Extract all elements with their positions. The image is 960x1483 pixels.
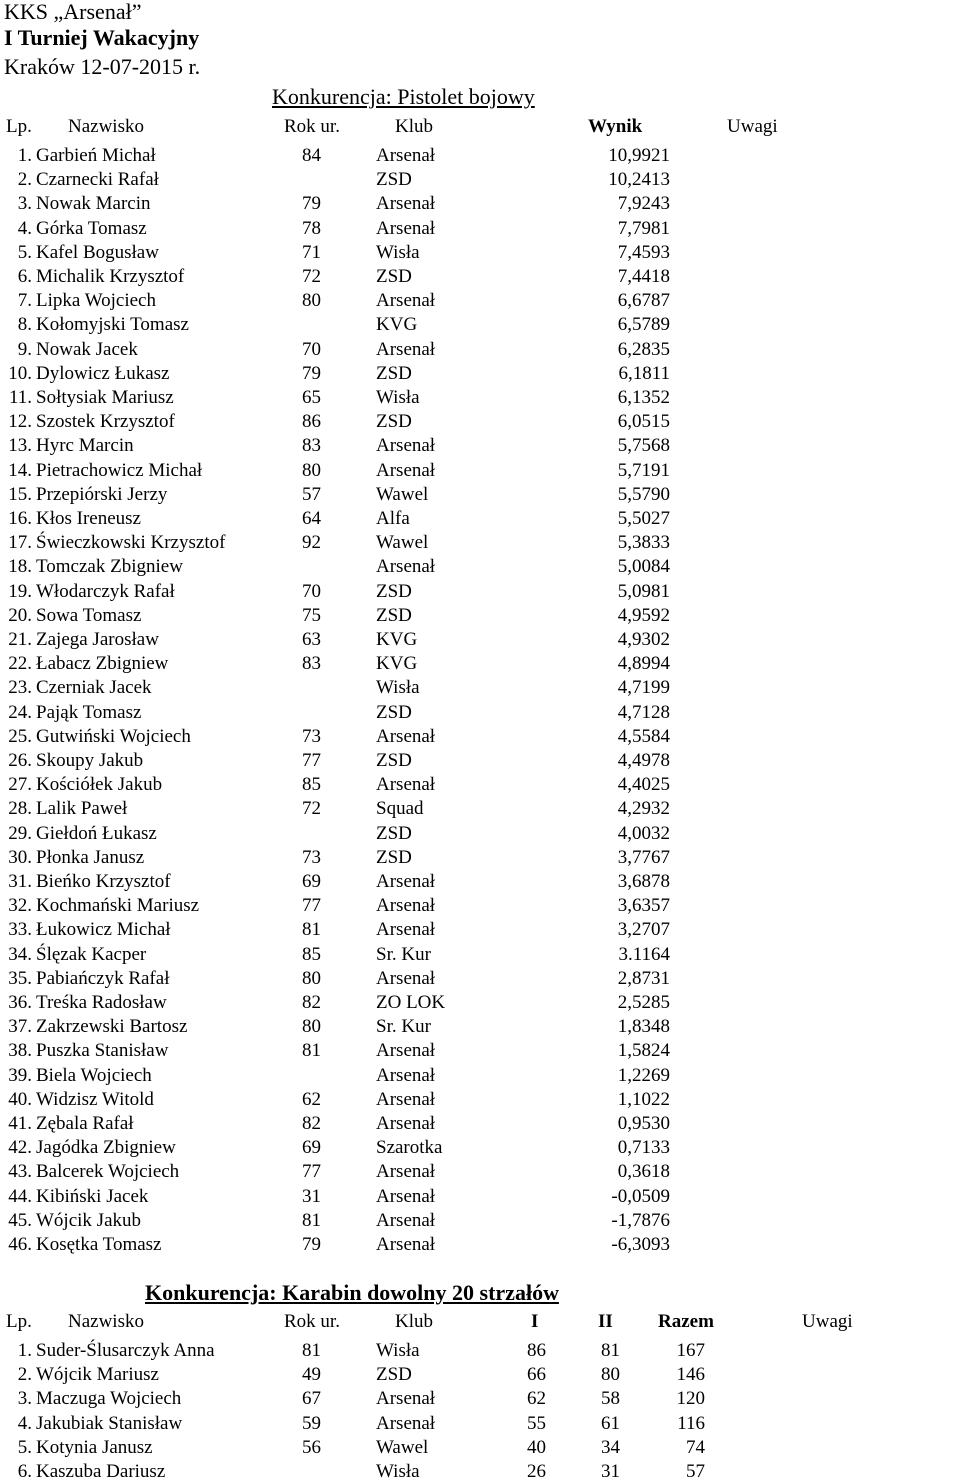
header-lp: Lp.	[6, 1311, 32, 1332]
row-year: 69	[302, 871, 321, 892]
row-lp: 20.	[8, 605, 32, 626]
row-result: 1,8348	[617, 1016, 670, 1037]
row-result: 5,5790	[617, 484, 670, 505]
row-result: 6,6787	[617, 290, 670, 311]
row-name: Skoupy Jakub	[36, 750, 144, 771]
row-club: Arsenał	[376, 1413, 436, 1434]
row-s2: 81	[601, 1340, 620, 1361]
row-name: Czarnecki Rafał	[36, 169, 159, 190]
row-s2: 80	[601, 1364, 620, 1385]
row-s2: 61	[601, 1413, 620, 1434]
row-result: -1,7876	[611, 1210, 670, 1231]
row-lp: 9.	[17, 339, 32, 360]
row-name: Kołomyjski Tomasz	[36, 314, 189, 335]
row-result: 3,6357	[617, 895, 670, 916]
row-year: 31	[302, 1186, 321, 1207]
header-notes: Uwagi	[802, 1311, 853, 1332]
row-lp: 5.	[17, 242, 32, 263]
row-club: Arsenał	[376, 1065, 436, 1086]
row-lp: 2.	[17, 1364, 32, 1385]
header-club: Klub	[395, 116, 433, 137]
row-club: Arsenał	[376, 145, 436, 166]
header-year: Rok ur.	[284, 1311, 340, 1332]
row-name: Kafel Bogusław	[36, 242, 159, 263]
row-club: ZSD	[376, 823, 412, 844]
row-name: Jagódka Zbigniew	[36, 1137, 176, 1158]
row-club: Arsenał	[376, 1186, 436, 1207]
row-year: 65	[302, 387, 321, 408]
row-result: 5,0981	[617, 581, 670, 602]
row-result: 4,5584	[617, 726, 670, 747]
row-result: 10,2413	[608, 169, 670, 190]
row-club: Arsenał	[376, 193, 436, 214]
row-year: 80	[302, 1016, 321, 1037]
row-result: 1,5824	[617, 1040, 670, 1061]
row-name: Treśka Radosław	[36, 992, 167, 1013]
row-lp: 45.	[8, 1210, 32, 1231]
row-year: 79	[302, 363, 321, 384]
row-result: 4,2932	[617, 798, 670, 819]
row-result: 10,9921	[608, 145, 670, 166]
row-lp: 32.	[8, 895, 32, 916]
row-name: Pietrachowicz Michał	[36, 460, 203, 481]
row-lp: 39.	[8, 1065, 32, 1086]
row-result: 4,9592	[617, 605, 670, 626]
row-name: Garbień Michał	[36, 145, 156, 166]
row-name: Hyrc Marcin	[36, 435, 134, 456]
row-result: 6,2835	[617, 339, 670, 360]
row-club: Arsenał	[376, 1040, 436, 1061]
row-lp: 3.	[17, 193, 32, 214]
row-year: 64	[302, 508, 321, 529]
row-result: 5,0084	[617, 556, 670, 577]
row-s2: 31	[601, 1461, 620, 1482]
header-s2: II	[598, 1311, 613, 1332]
row-club: KVG	[376, 629, 418, 650]
row-name: Płonka Janusz	[36, 847, 145, 868]
row-year: 83	[302, 653, 321, 674]
row-lp: 15.	[8, 484, 32, 505]
row-club: Arsenał	[376, 556, 436, 577]
row-lp: 36.	[8, 992, 32, 1013]
row-name: Dylowicz Łukasz	[36, 363, 170, 384]
row-club: ZSD	[376, 750, 412, 771]
row-result: -6,3093	[611, 1234, 670, 1255]
row-name: Lalik Paweł	[36, 798, 128, 819]
row-year: 77	[302, 895, 321, 916]
row-lp: 14.	[8, 460, 32, 481]
row-result: 5,3833	[617, 532, 670, 553]
row-result: 0,9530	[617, 1113, 670, 1134]
row-club: Arsenał	[376, 435, 436, 456]
row-year: 77	[302, 750, 321, 771]
row-result: 6,1352	[617, 387, 670, 408]
row-lp: 44.	[8, 1186, 32, 1207]
row-result: 3,6878	[617, 871, 670, 892]
row-total: 167	[676, 1340, 705, 1361]
header-notes: Uwagi	[727, 116, 778, 137]
row-s1: 86	[527, 1340, 546, 1361]
row-s1: 55	[527, 1413, 546, 1434]
row-club: Arsenał	[376, 968, 436, 989]
row-year: 71	[302, 242, 321, 263]
competition-title-rifle: Konkurencja: Karabin dowolny 20 strzałów	[145, 1280, 559, 1305]
row-name: Włodarczyk Rafał	[36, 581, 175, 602]
row-club: Arsenał	[376, 460, 436, 481]
row-name: Szostek Krzysztof	[36, 411, 175, 432]
row-result: 4,8994	[617, 653, 670, 674]
row-name: Michalik Krzysztof	[36, 266, 185, 287]
row-name: Gutwiński Wojciech	[36, 726, 191, 747]
row-lp: 22.	[8, 653, 32, 674]
row-name: Bieńko Krzysztof	[36, 871, 171, 892]
row-club: Wawel	[376, 1437, 429, 1458]
row-club: Wawel	[376, 484, 429, 505]
row-s1: 40	[527, 1437, 546, 1458]
row-lp: 2.	[17, 169, 32, 190]
row-lp: 40.	[8, 1089, 32, 1110]
row-lp: 4.	[17, 1413, 32, 1434]
header-club: Klub	[395, 1311, 433, 1332]
row-lp: 29.	[8, 823, 32, 844]
row-lp: 6.	[17, 266, 32, 287]
place-date: Kraków 12-07-2015 r.	[4, 54, 201, 79]
row-club: KVG	[376, 653, 418, 674]
row-result: 4,7128	[617, 702, 670, 723]
row-club: ZSD	[376, 581, 412, 602]
row-result: 7,4593	[617, 242, 670, 263]
row-total: 116	[677, 1413, 705, 1434]
row-lp: 17.	[8, 532, 32, 553]
row-result: 7,7981	[617, 218, 670, 239]
row-year: 84	[302, 145, 321, 166]
row-total: 74	[686, 1437, 705, 1458]
row-name: Suder-Ślusarczyk Anna	[36, 1340, 215, 1361]
row-year: 75	[302, 605, 321, 626]
row-lp: 35.	[8, 968, 32, 989]
tournament-title: I Turniej Wakacyjny	[4, 25, 200, 50]
row-year: 49	[302, 1364, 321, 1385]
row-year: 69	[302, 1137, 321, 1158]
row-lp: 16.	[8, 508, 32, 529]
row-name: Kościółek Jakub	[36, 774, 163, 795]
row-result: 4,0032	[617, 823, 670, 844]
row-club: Arsenał	[376, 1210, 436, 1231]
row-lp: 1.	[17, 1340, 32, 1361]
row-club: ZSD	[376, 847, 412, 868]
row-club: Arsenał	[376, 895, 436, 916]
row-result: 4,4978	[617, 750, 670, 771]
row-total: 120	[676, 1388, 705, 1409]
row-lp: 33.	[8, 919, 32, 940]
row-club: Arsenał	[376, 1388, 436, 1409]
row-result: 5,7568	[617, 435, 670, 456]
row-name: Giełdoń Łukasz	[36, 823, 157, 844]
header-year: Rok ur.	[284, 116, 340, 137]
row-club: ZSD	[376, 266, 412, 287]
row-name: Sowa Tomasz	[36, 605, 142, 626]
row-lp: 12.	[8, 411, 32, 432]
row-club: Arsenał	[376, 1234, 436, 1255]
row-club: Squad	[376, 798, 424, 819]
row-name: Kosętka Tomasz	[36, 1234, 162, 1255]
row-name: Łabacz Zbigniew	[36, 653, 169, 674]
row-year: 72	[302, 798, 321, 819]
row-lp: 21.	[8, 629, 32, 650]
row-name: Kaszuba Dariusz	[36, 1461, 166, 1482]
row-lp: 7.	[17, 290, 32, 311]
row-lp: 6.	[17, 1461, 32, 1482]
row-result: 5,5027	[617, 508, 670, 529]
row-club: Wisła	[376, 677, 420, 698]
row-name: Kłos Ireneusz	[36, 508, 141, 529]
row-year: 73	[302, 726, 321, 747]
row-lp: 24.	[8, 702, 32, 723]
row-result: 3.1164	[618, 944, 670, 965]
row-year: 73	[302, 847, 321, 868]
row-lp: 30.	[8, 847, 32, 868]
row-club: Arsenał	[376, 1113, 436, 1134]
row-year: 79	[302, 1234, 321, 1255]
row-club: Wawel	[376, 532, 429, 553]
row-lp: 46.	[8, 1234, 32, 1255]
row-name: Balcerek Wojciech	[36, 1161, 180, 1182]
row-s1: 66	[527, 1364, 546, 1385]
row-lp: 43.	[8, 1161, 32, 1182]
row-lp: 23.	[8, 677, 32, 698]
row-name: Czerniak Jacek	[36, 677, 152, 698]
row-name: Maczuga Wojciech	[36, 1388, 182, 1409]
row-year: 85	[302, 944, 321, 965]
row-lp: 4.	[17, 218, 32, 239]
row-name: Nowak Jacek	[36, 339, 138, 360]
row-name: Pabiańczyk Rafał	[36, 968, 170, 989]
row-lp: 3.	[17, 1388, 32, 1409]
row-name: Widzisz Witold	[36, 1089, 154, 1110]
row-year: 92	[302, 532, 321, 553]
row-club: Arsenał	[376, 726, 436, 747]
row-year: 72	[302, 266, 321, 287]
row-club: ZO LOK	[376, 992, 446, 1013]
row-result: 0,3618	[617, 1161, 670, 1182]
row-result: 6,0515	[617, 411, 670, 432]
row-name: Kotynia Janusz	[36, 1437, 153, 1458]
row-year: 81	[302, 1210, 321, 1231]
row-year: 85	[302, 774, 321, 795]
row-club: Wisła	[376, 1461, 420, 1482]
row-club: Wisła	[376, 242, 420, 263]
row-s2: 58	[601, 1388, 620, 1409]
row-year: 82	[302, 1113, 321, 1134]
row-name: Zębala Rafał	[36, 1113, 134, 1134]
row-result: 1,2269	[617, 1065, 670, 1086]
row-year: 80	[302, 290, 321, 311]
row-result: 3,7767	[617, 847, 670, 868]
row-year: 81	[302, 919, 321, 940]
row-lp: 10.	[8, 363, 32, 384]
row-name: Ślęzak Kacper	[36, 944, 147, 965]
row-club: Sr. Kur	[376, 944, 431, 965]
row-result: 4,7199	[617, 677, 670, 698]
row-result: 2,5285	[617, 992, 670, 1013]
row-year: 81	[302, 1340, 321, 1361]
row-year: 59	[302, 1413, 321, 1434]
header-name: Nazwisko	[68, 1311, 144, 1332]
row-lp: 26.	[8, 750, 32, 771]
row-club: Arsenał	[376, 1161, 436, 1182]
row-lp: 42.	[8, 1137, 32, 1158]
row-year: 63	[302, 629, 321, 650]
row-lp: 5.	[17, 1437, 32, 1458]
row-name: Sołtysiak Mariusz	[36, 387, 174, 408]
row-lp: 27.	[8, 774, 32, 795]
row-name: Kochmański Mariusz	[36, 895, 200, 916]
club-name: KKS „Arsenał”	[4, 0, 142, 24]
row-year: 83	[302, 435, 321, 456]
row-club: Wisła	[376, 1340, 420, 1361]
row-year: 81	[302, 1040, 321, 1061]
row-result: 4,9302	[617, 629, 670, 650]
row-result: -0,0509	[611, 1186, 670, 1207]
row-lp: 25.	[8, 726, 32, 747]
row-lp: 19.	[8, 581, 32, 602]
row-name: Tomczak Zbigniew	[36, 556, 183, 577]
row-lp: 11.	[8, 387, 32, 408]
row-name: Pająk Tomasz	[36, 702, 142, 723]
row-club: Arsenał	[376, 871, 436, 892]
row-club: Wisła	[376, 387, 420, 408]
row-year: 62	[302, 1089, 321, 1110]
row-lp: 31.	[8, 871, 32, 892]
row-club: Arsenał	[376, 290, 436, 311]
row-result: 6,1811	[618, 363, 670, 384]
row-year: 80	[302, 460, 321, 481]
row-name: Zajega Jarosław	[36, 629, 159, 650]
row-s1: 62	[527, 1388, 546, 1409]
row-club: Sr. Kur	[376, 1016, 431, 1037]
row-name: Lipka Wojciech	[36, 290, 156, 311]
row-club: ZSD	[376, 1364, 412, 1385]
row-lp: 38.	[8, 1040, 32, 1061]
row-name: Przepiórski Jerzy	[36, 484, 168, 505]
row-result: 0,7133	[617, 1137, 670, 1158]
row-name: Łukowicz Michał	[36, 919, 171, 940]
header-lp: Lp.	[6, 116, 32, 137]
row-lp: 1.	[17, 145, 32, 166]
row-result: 7,9243	[617, 193, 670, 214]
row-name: Wójcik Mariusz	[36, 1364, 159, 1385]
row-year: 78	[302, 218, 321, 239]
row-name: Kibiński Jacek	[36, 1186, 149, 1207]
row-year: 67	[302, 1388, 321, 1409]
row-year: 86	[302, 411, 321, 432]
row-lp: 8.	[17, 314, 32, 335]
row-year: 80	[302, 968, 321, 989]
row-year: 77	[302, 1161, 321, 1182]
row-name: Biela Wojciech	[36, 1065, 152, 1086]
row-year: 82	[302, 992, 321, 1013]
row-club: Arsenał	[376, 919, 436, 940]
row-lp: 37.	[8, 1016, 32, 1037]
row-year: 57	[302, 484, 321, 505]
row-lp: 18.	[8, 556, 32, 577]
row-name: Świeczkowski Krzysztof	[36, 532, 226, 553]
row-club: ZSD	[376, 702, 412, 723]
row-year: 79	[302, 193, 321, 214]
row-s1: 26	[527, 1461, 546, 1482]
header-result: Wynik	[588, 116, 643, 137]
row-name: Wójcik Jakub	[36, 1210, 142, 1231]
row-name: Zakrzewski Bartosz	[36, 1016, 188, 1037]
row-result: 4,4025	[617, 774, 670, 795]
header-total: Razem	[658, 1311, 714, 1332]
row-club: Arsenał	[376, 1089, 436, 1110]
competition-title-pistol: Konkurencja: Pistolet bojowy	[272, 84, 535, 109]
row-club: ZSD	[376, 411, 412, 432]
row-club: ZSD	[376, 605, 412, 626]
row-result: 2,8731	[617, 968, 670, 989]
row-club: Arsenał	[376, 774, 436, 795]
row-s2: 34	[601, 1437, 620, 1458]
row-result: 7,4418	[617, 266, 670, 287]
row-total: 146	[676, 1364, 705, 1385]
row-club: ZSD	[376, 169, 412, 190]
row-result: 5,7191	[617, 460, 670, 481]
row-club: KVG	[376, 314, 418, 335]
row-lp: 28.	[8, 798, 32, 819]
row-name: Nowak Marcin	[36, 193, 151, 214]
row-club: Alfa	[376, 508, 410, 529]
row-result: 6,5789	[617, 314, 670, 335]
row-club: Arsenał	[376, 218, 436, 239]
row-club: ZSD	[376, 363, 412, 384]
row-name: Górka Tomasz	[36, 218, 147, 239]
row-club: Szarotka	[376, 1137, 443, 1158]
row-club: Arsenał	[376, 339, 436, 360]
row-total: 57	[686, 1461, 705, 1482]
row-lp: 13.	[8, 435, 32, 456]
header-name: Nazwisko	[68, 116, 144, 137]
row-result: 3,2707	[617, 919, 670, 940]
header-s1: I	[531, 1311, 539, 1332]
row-result: 1,1022	[617, 1089, 670, 1110]
row-year: 70	[302, 339, 321, 360]
row-lp: 34.	[8, 944, 32, 965]
row-year: 56	[302, 1437, 321, 1458]
row-name: Puszka Stanisław	[36, 1040, 169, 1061]
row-name: Jakubiak Stanisław	[36, 1413, 183, 1434]
row-lp: 41.	[8, 1113, 32, 1134]
row-year: 70	[302, 581, 321, 602]
